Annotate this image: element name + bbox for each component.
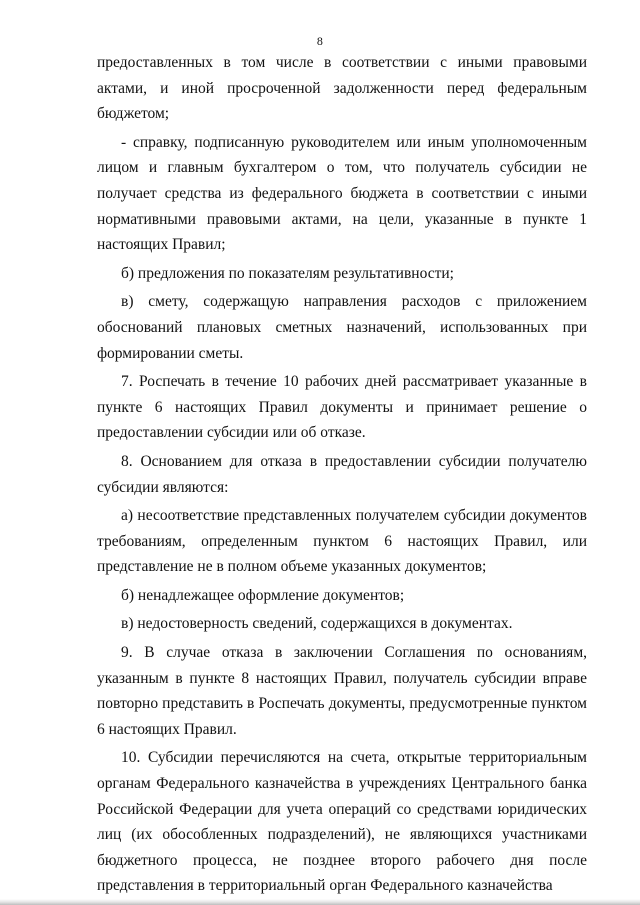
- paragraph-item-b-proposals: б) предложения по показателям результативности;: [121, 264, 454, 282]
- paragraph-clause-9: 9. В случае отказа в заключении Соглашения по основаниям, указанным в пункте 8 настоящих Правил, получатель субсидии вправе повторно представить в Роспечать документы, предусмотренные пунктом 6 настоящих Правил.: [97, 644, 587, 738]
- paragraph-clause-8: 8. Основанием для отказа в предоставлении субсидии получателю субсидии являются:: [97, 452, 587, 496]
- paragraph-clause-10: 10. Субсидии перечисляются на счета, открытые территориальным органам Федерального казначейства в учреждениях Центрального банка Российской Федерации для учета операций со средствами юридических лиц (их обособленных подразделений), не являющихся участниками бюджетного процесса, не позднее второго рабочего дня после представления в территориальный орган Федерального казначейства: [97, 749, 587, 895]
- paragraph-certificate: - справку, подписанную руководителем или иным уполномоченным лицом и главным бухгалтером о том, что получатель субсидии не получает средства из федерального бюджета в соответствии с иными нормативными правовыми актами, на цели, указанные в пункте 1 настоящих Правил;: [97, 133, 587, 254]
- paragraph-clause-8-item-b: б) ненадлежащее оформление документов;: [121, 586, 405, 604]
- scan-bottom-edge: [0, 899, 640, 905]
- document-body: [97, 50, 587, 899]
- paragraph-clause-8-item-a: а) несоответствие представленных получателем субсидии документов требованиям, определенным пунктом 6 настоящих Правил, или представление не в полном объеме указанных документов;: [97, 507, 587, 576]
- page-number: 8: [316, 34, 324, 48]
- paragraph-item-v-estimate: в) смету, содержащую направления расходов с приложением обоснований плановых сметных назначений, использованных при формировании сметы.: [97, 293, 587, 362]
- paragraph-debt-continuation: предоставленных в том числе в соответствии с иными правовыми актами, и иной просроченной задолженности перед федеральным бюджетом;: [97, 54, 587, 123]
- paragraph-clause-7: 7. Роспечать в течение 10 рабочих дней рассматривает указанные в пункте 6 настоящих Правил документы и принимает решение о предоставлении субсидии или об отказе.: [97, 373, 587, 442]
- paragraph-clause-8-item-v: в) недостоверность сведений, содержащихся в документах.: [121, 615, 513, 633]
